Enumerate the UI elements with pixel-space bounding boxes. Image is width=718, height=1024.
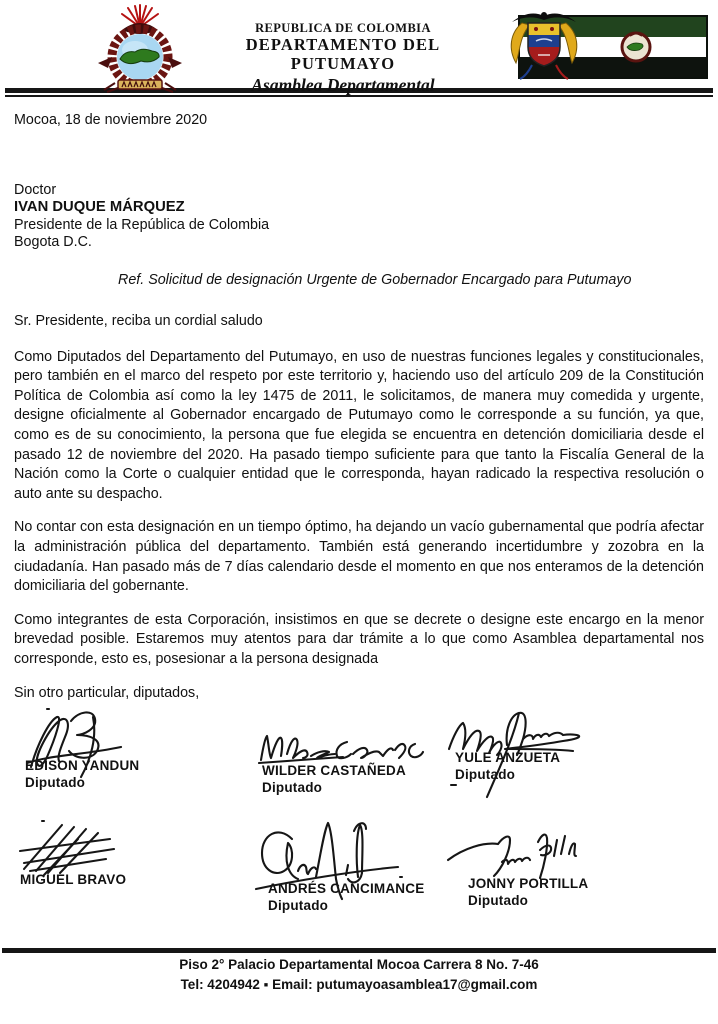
recipient-name: IVAN DUQUE MÁRQUEZ <box>14 199 185 216</box>
header-assembly: Asamblea Departamental <box>251 75 435 96</box>
signatory-role: Diputado <box>262 780 323 795</box>
footer-contact: Tel: 4204942 ▪ Email: putumayoasamblea17@gmail.com <box>180 977 538 992</box>
closing-line: Sin otro particular, diputados, <box>14 684 200 701</box>
signature-miguel-bravo-icon <box>14 817 134 879</box>
signatory-role: Diputado <box>455 767 516 782</box>
paragraph-3: Como integrantes de esta Corporación, insistimos en que se decrete o designe este encargo en la menor brevedad posible. Estaremos muy atentos para dar trámite a lo que como Asamblea departamental nos corresponde, esto es, posesionar a la persona designada <box>14 611 704 667</box>
signatory-andres-cancimance <box>268 881 425 913</box>
signatory-miguel-bravo <box>20 872 126 889</box>
recipient-title: Doctor <box>14 182 57 198</box>
signatory-yule-anzueta <box>455 750 560 783</box>
greeting-line: Sr. Presidente, reciba un cordial saludo <box>14 312 263 329</box>
signatory-name: EDISON YANDUN <box>25 758 140 773</box>
recipient-city: Bogota D.C. <box>14 234 92 251</box>
signatory-role: Diputado <box>25 775 86 790</box>
signatory-role: Diputado <box>468 893 529 908</box>
signatory-wilder-castaneda <box>262 763 406 796</box>
signatory-name: YULE ANZUETA <box>455 750 561 765</box>
header-department: DEPARTAMENTO DEL PUTUMAYO <box>245 35 441 74</box>
signatory-name: ANDRÉS CANCIMANCE <box>268 881 425 896</box>
reference-line: Ref. Solicitud de designación Urgente de Gobernador Encargado para Putumayo <box>118 271 632 288</box>
signatory-jonny-portilla <box>468 876 589 908</box>
letterhead <box>0 0 718 96</box>
signatory-edison-yandun <box>25 758 139 791</box>
paragraph-1: Como Diputados del Departamento del Putumayo, en uso de nuestras funciones legales y constitucionales, pero también en el marco del respeto por este territorio y, haciendo uso del artículo 209 de la Constitución Política de Colombia así como la ley 1475 de 2011, le solicitamos, de manera muy comedida y urgente, designe oficialmente al Gobernador encargado de Putumayo como le corresponde a su función, ya que, como es de su conocimiento, la persona que fue elegida se encuentra en detención domiciliaria desde el pasado 12 de noviembre del 2020. Ha pasado tiempo suficiente para que tanto la Fiscalía General de la Nación como la Corte o cualquier entidad que le corresponda, hayan radicado la respectiva resolución o auto ante su despacho. <box>14 348 704 502</box>
recipient-role: Presidente de la República de Colombia <box>14 216 270 233</box>
letterhead-text <box>202 5 484 95</box>
paragraph-2: No contar con esta designación en un tiempo óptimo, ha dejando un vacío gubernamental que podría afectar la administración pública del departamento. También está generando incertidumbre y zozobra en la ciudadanía. Han pasado más de 7 días calendario desde el momento en que nos enteramos de la detención domiciliaria del gobernante. <box>14 519 704 595</box>
colombia-coat-of-arms-flag-icon <box>484 9 712 85</box>
recipient-block <box>14 182 704 252</box>
signatory-name: WILDER CASTAÑEDA <box>262 763 406 778</box>
footer-address: Piso 2° Palacio Departamental Mocoa Carrera 8 No. 7-46 <box>179 957 539 972</box>
signatory-name: JONNY PORTILLA <box>468 876 589 891</box>
signatory-name: MIGUEL BRAVO <box>20 872 127 887</box>
signatory-role: Diputado <box>268 898 329 913</box>
footer-divider <box>2 948 716 953</box>
header-republic: REPUBLICA DE COLOMBIA <box>255 21 431 35</box>
date-line: Mocoa, 18 de noviembre 2020 <box>14 112 208 128</box>
putumayo-coat-of-arms-icon <box>78 5 202 93</box>
